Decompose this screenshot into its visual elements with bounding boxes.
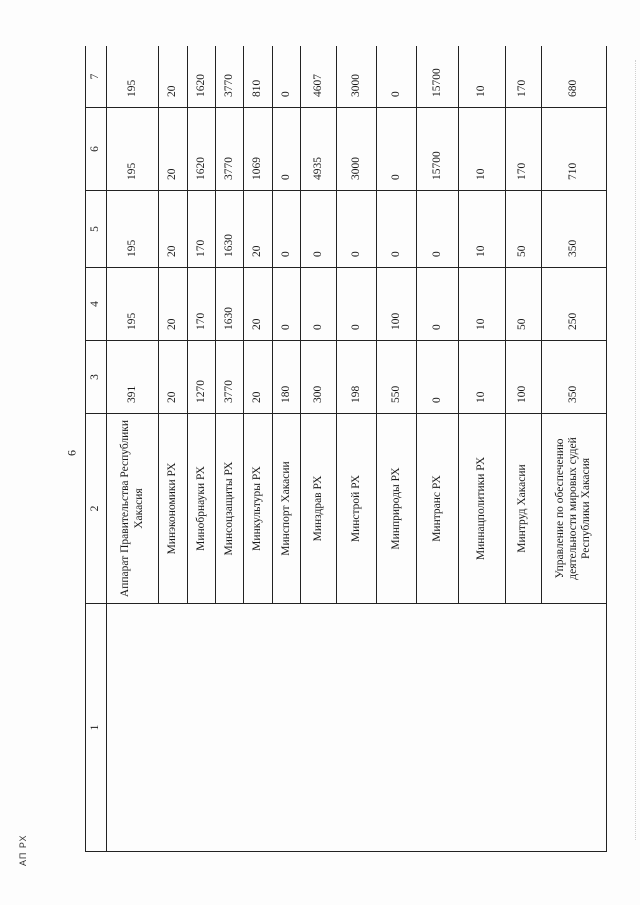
table-row (244, 46, 272, 852)
column-header-1: 1 (86, 604, 107, 852)
value-cell-col-3: 1270 (187, 341, 215, 414)
column-1-cell (107, 604, 159, 852)
organization-cell: Миннацполитики РХ (458, 414, 505, 604)
table-row (377, 46, 417, 852)
value-cell-col-5: 20 (159, 191, 187, 268)
column-1-cell (417, 604, 458, 852)
value-cell-col-5: 50 (505, 191, 541, 268)
organization-cell: Минэкономики РХ (159, 414, 187, 604)
value-cell-col-7: 4607 (300, 46, 336, 108)
table-row (187, 46, 215, 852)
column-1-cell (336, 604, 376, 852)
value-cell-col-3: 0 (417, 341, 458, 414)
value-cell-col-4: 10 (458, 268, 505, 341)
value-cell-col-5: 20 (244, 191, 272, 268)
table-row (505, 46, 541, 852)
value-cell-col-3: 300 (300, 341, 336, 414)
value-cell-col-6: 3770 (215, 108, 243, 191)
column-1-cell (159, 604, 187, 852)
value-cell-col-5: 0 (272, 191, 300, 268)
value-cell-col-6: 15700 (417, 108, 458, 191)
organization-cell: Минстрой РХ (336, 414, 376, 604)
value-cell-col-5: 195 (107, 191, 159, 268)
value-cell-col-3: 391 (107, 341, 159, 414)
value-cell-col-7: 10 (458, 46, 505, 108)
value-cell-col-3: 3770 (215, 341, 243, 414)
value-cell-col-7: 3770 (215, 46, 243, 108)
value-cell-col-5: 0 (336, 191, 376, 268)
value-cell-col-4: 0 (272, 268, 300, 341)
value-cell-col-6: 3000 (336, 108, 376, 191)
column-header-7: 7 (86, 46, 107, 108)
value-cell-col-4: 20 (159, 268, 187, 341)
value-cell-col-7: 20 (159, 46, 187, 108)
value-cell-col-3: 10 (458, 341, 505, 414)
value-cell-col-5: 170 (187, 191, 215, 268)
value-cell-col-6: 170 (505, 108, 541, 191)
column-1-cell (215, 604, 243, 852)
organization-cell: Минздрав РХ (300, 414, 336, 604)
value-cell-col-4: 20 (244, 268, 272, 341)
column-header-2: 2 (86, 414, 107, 604)
value-cell-col-6: 0 (272, 108, 300, 191)
corner-mark: АП РХ (18, 834, 28, 866)
organization-cell: Минтранс РХ (417, 414, 458, 604)
value-cell-col-5: 10 (458, 191, 505, 268)
value-cell-col-7: 15700 (417, 46, 458, 108)
value-cell-col-4: 170 (187, 268, 215, 341)
table-body (107, 46, 607, 852)
value-cell-col-3: 20 (244, 341, 272, 414)
column-1-cell (458, 604, 505, 852)
header-row (86, 46, 107, 852)
value-cell-col-6: 710 (541, 108, 606, 191)
value-cell-col-7: 1620 (187, 46, 215, 108)
table-row (272, 46, 300, 852)
value-cell-col-7: 195 (107, 46, 159, 108)
value-cell-col-6: 0 (377, 108, 417, 191)
column-header-3: 3 (86, 341, 107, 414)
value-cell-col-4: 100 (377, 268, 417, 341)
value-cell-col-6: 1069 (244, 108, 272, 191)
value-cell-col-7: 170 (505, 46, 541, 108)
value-cell-col-5: 1630 (215, 191, 243, 268)
budget-table (85, 46, 607, 852)
value-cell-col-3: 350 (541, 341, 606, 414)
table-row (215, 46, 243, 852)
value-cell-col-4: 0 (300, 268, 336, 341)
table-row (159, 46, 187, 852)
table-row (541, 46, 606, 852)
organization-cell: Минкультуры РХ (244, 414, 272, 604)
column-1-cell (505, 604, 541, 852)
value-cell-col-4: 250 (541, 268, 606, 341)
value-cell-col-3: 180 (272, 341, 300, 414)
value-cell-col-6: 4935 (300, 108, 336, 191)
value-cell-col-3: 20 (159, 341, 187, 414)
table-row (417, 46, 458, 852)
value-cell-col-4: 50 (505, 268, 541, 341)
column-header-5: 5 (86, 191, 107, 268)
value-cell-col-5: 0 (417, 191, 458, 268)
organization-cell: Аппарат Правительства Республики Хакасия (107, 414, 159, 604)
rotated-table-frame (85, 46, 607, 852)
page-number: 6 (64, 450, 79, 456)
value-cell-col-3: 550 (377, 341, 417, 414)
column-header-4: 4 (86, 268, 107, 341)
organization-cell: Минприроды РХ (377, 414, 417, 604)
value-cell-col-7: 0 (272, 46, 300, 108)
column-1-cell (244, 604, 272, 852)
value-cell-col-7: 810 (244, 46, 272, 108)
scan-edge-artifact (634, 60, 636, 840)
organization-cell: Управление по обеспечению деятельности мировых судей Республики Хакасия (541, 414, 606, 604)
value-cell-col-6: 1620 (187, 108, 215, 191)
column-header-6: 6 (86, 108, 107, 191)
column-1-cell (541, 604, 606, 852)
value-cell-col-7: 0 (377, 46, 417, 108)
table-row (458, 46, 505, 852)
column-1-cell (272, 604, 300, 852)
organization-cell: Минсоцзащиты РХ (215, 414, 243, 604)
table-row (107, 46, 159, 852)
organization-cell: Минспорт Хакасии (272, 414, 300, 604)
value-cell-col-7: 3000 (336, 46, 376, 108)
organization-cell: Минтруд Хакасии (505, 414, 541, 604)
column-1-cell (377, 604, 417, 852)
value-cell-col-4: 195 (107, 268, 159, 341)
column-1-cell (187, 604, 215, 852)
column-1-cell (300, 604, 336, 852)
value-cell-col-5: 350 (541, 191, 606, 268)
rotated-table-container (85, 46, 607, 852)
value-cell-col-4: 0 (336, 268, 376, 341)
table-row (336, 46, 376, 852)
value-cell-col-6: 195 (107, 108, 159, 191)
value-cell-col-3: 198 (336, 341, 376, 414)
value-cell-col-6: 10 (458, 108, 505, 191)
value-cell-col-3: 100 (505, 341, 541, 414)
value-cell-col-5: 0 (300, 191, 336, 268)
value-cell-col-6: 20 (159, 108, 187, 191)
value-cell-col-7: 680 (541, 46, 606, 108)
organization-cell: Минобрнауки РХ (187, 414, 215, 604)
value-cell-col-4: 0 (417, 268, 458, 341)
value-cell-col-5: 0 (377, 191, 417, 268)
value-cell-col-4: 1630 (215, 268, 243, 341)
table-row (300, 46, 336, 852)
